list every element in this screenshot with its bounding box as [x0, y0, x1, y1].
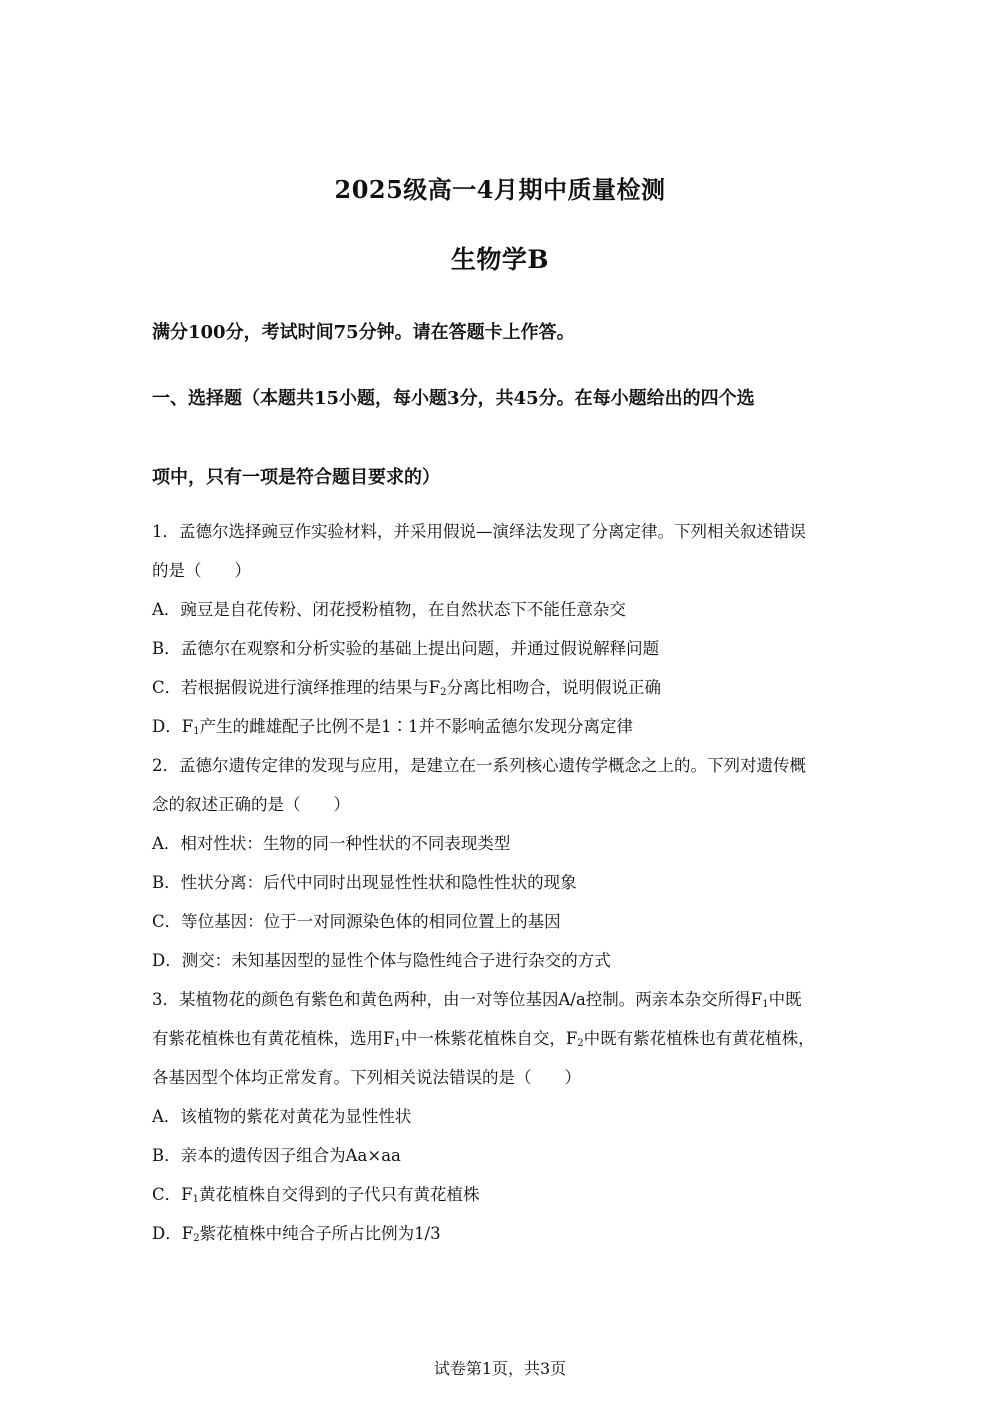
question-3-option-c: C．$F_1$黄花植株自交得到的子代只有黄花植株: [152, 1185, 480, 1205]
question-2-option-d: D．测交：未知基因型的显性个体与隐性纯合子进行杂交的方式: [152, 951, 611, 970]
question-1-stem-line2: 的是（ ）: [152, 561, 251, 580]
question-2-option-c: C．等位基因：位于一对同源染色体的相同位置上的基因: [152, 912, 561, 931]
question-1-option-a: A．豌豆是自花传粉、闭花授粉植物，在自然状态下不能任意杂交: [152, 600, 626, 619]
question-2-stem-line1: 2．孟德尔遗传定律的发现与应用，是建立在一系列核心遗传学概念之上的。下列对遗传概: [152, 756, 806, 775]
question-3-stem-line3: 各基因型个体均正常发育。下列相关说法错误的是（ ）: [152, 1068, 581, 1087]
question-3-option-d: D．$F_2$紫花植株中纯合子所占比例为1/3: [152, 1224, 441, 1244]
question-2-option-a: A．相对性状：生物的同一种性状的不同表现类型: [152, 834, 511, 853]
question-2-option-b: B．性状分离：后代中同时出现显性性状和隐性性状的现象: [152, 873, 577, 892]
exam-instructions: 满分100分，考试时间75分钟。请在答题卡上作答。: [152, 322, 575, 343]
section-heading-line2: 项中，只有一项是符合题目要求的）: [152, 467, 440, 488]
exam-subject: 生物学B: [450, 245, 550, 274]
section-heading-line1: 一、选择题（本题共15小题，每小题3分，共45分。在每小题给出的四个选: [152, 388, 755, 409]
question-1-option-c: C．若根据假说进行演绎推理的结果与$F_2$分离比相吻合，说明假说正确: [152, 678, 661, 698]
question-1-option-b: B．孟德尔在观察和分析实验的基础上提出问题，并通过假说解释问题: [152, 639, 660, 658]
question-3-option-b: B．亲本的遗传因子组合为Aa×aa: [152, 1146, 401, 1165]
question-1-option-d: D．$F_1$产生的雌雄配子比例不是1∶1并不影响孟德尔发现分离定律: [152, 717, 634, 737]
exam-title: 2025级高一4月期中质量检测: [334, 175, 666, 204]
question-2-stem-line2: 念的叙述正确的是（ ）: [152, 795, 350, 814]
question-3-stem-line2: 有紫花植株也有黄花植株，选用$F_1$中一株紫花植株自交，$F_2$中既有紫花植株也有黄花植株，: [152, 1029, 815, 1049]
question-1-stem-line1: 1．孟德尔选择豌豆作实验材料，并采用假说—演绎法发现了分离定律。下列相关叙述错误: [152, 522, 806, 541]
question-3-stem-line1: 3．某植物花的颜色有紫色和黄色两种，由一对等位基因A/a控制。两亲本杂交所得$F_1$中既: [152, 990, 802, 1010]
page-footer: 试卷第1页，共3页: [433, 1359, 567, 1378]
question-3-option-a: A．该植物的紫花对黄花为显性性状: [152, 1107, 412, 1126]
